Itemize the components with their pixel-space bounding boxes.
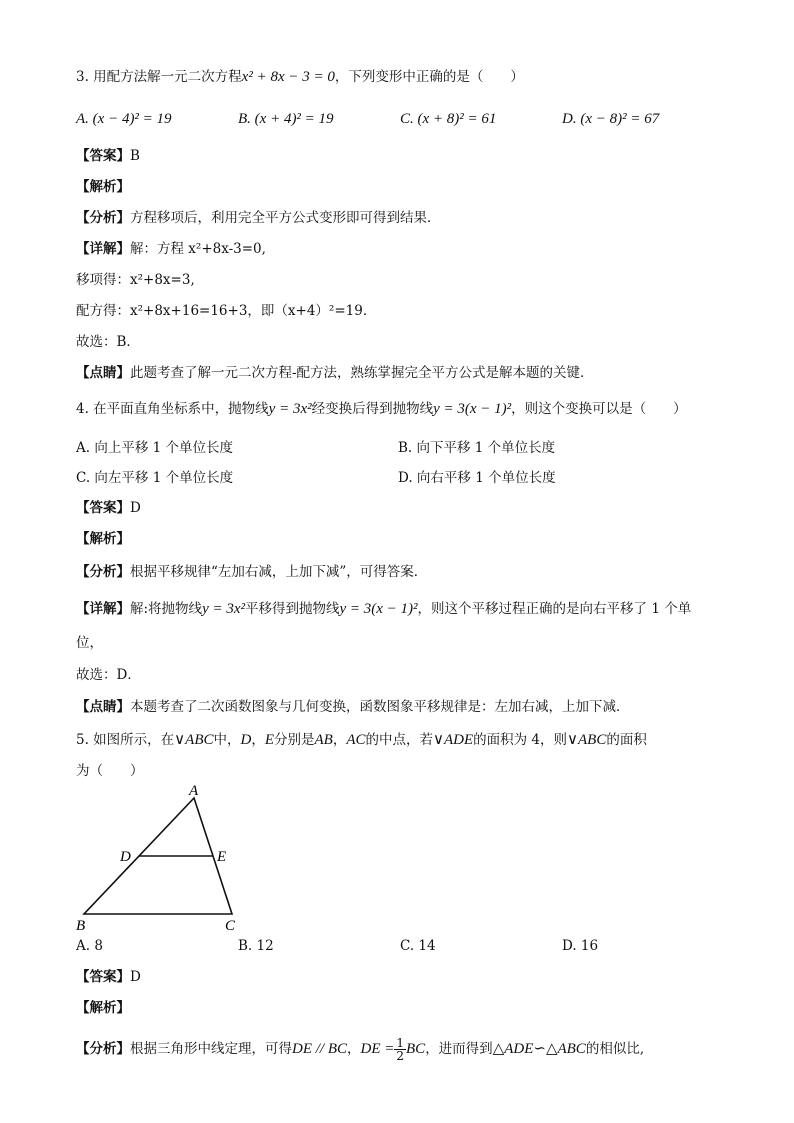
q3-equation: x² + 8x − 3 = 0 [241, 69, 335, 85]
q5-option-a: A. 8 [76, 938, 103, 954]
q4-fenxi: 【分析】根据平移规律“左加右减，上加下减”，可得答案． [76, 564, 428, 580]
q3-option-d: D. (x − 8)² = 67 [562, 111, 660, 127]
q4-stem: 4. 在平面直角坐标系中，抛物线y = 3x²经变换后得到抛物线y = 3(x − 1)²，则这个变换可以是（ ） [76, 401, 687, 417]
q5-stem: 5. 如图所示，在∨ABC中，D，E分别是AB，AC的中点，若∨ADE的面积为 4，则∨ABC的面积 [76, 732, 647, 748]
q4-choose: 故选：D． [76, 667, 141, 683]
q3-comment: 【点睛】此题考查了解一元二次方程-配方法，熟练掌握完全平方公式是解本题的关键． [76, 365, 594, 381]
fraction-one-half: $\frac{1}{2}$ [396, 1036, 405, 1063]
q3-analysis-tag: 【解析】 [76, 179, 130, 195]
q3-choose: 故选：B． [76, 334, 140, 350]
q4-detail: 【详解】解:将抛物线y = 3x²平移得到抛物线y = 3(x − 1)²，则这个平移过程正确的是向右平移了 1 个单 [76, 601, 692, 617]
q4-answer: 【答案】D [76, 500, 141, 516]
q3-stem: 3. 用配方法解一元二次方程x² + 8x − 3 = 0，下列变形中正确的是（ ） [76, 69, 524, 85]
q5-analysis-tag: 【解析】 [76, 1000, 130, 1016]
label-a: A [189, 783, 199, 799]
q4-comment: 【点睛】本题考查了二次函数图象与几何变换，函数图象平移规律是：左加右减，上加下减． [76, 699, 630, 715]
q5-fenxi: 【分析】根据三角形中线定理，可得DE // BC，DE = $\frac{1}{2}$ BC，进而得到△ADE∽△ABC的相似比, [76, 1036, 645, 1063]
q4-analysis-tag: 【解析】 [76, 531, 130, 547]
q5-option-c: C. 14 [400, 938, 436, 954]
q3-detail: 【详解】解：方程 x²+8x-3=0, [76, 241, 266, 257]
q3-fenxi: 【分析】方程移项后，利用完全平方公式变形即可得到结果． [76, 210, 441, 226]
q5-option-b: B. 12 [238, 938, 274, 954]
q3-option-a: A. (x − 4)² = 19 [76, 111, 172, 127]
q4-option-a: A. 向上平移 1 个单位长度 [76, 440, 234, 456]
q3-step2: 配方得：x²+8x+16=16+3，即（x+4）²=19． [76, 303, 377, 319]
q5-answer: 【答案】D [76, 969, 141, 985]
q4-detail-cont: 位， [76, 635, 103, 651]
q3-answer: 【答案】B [76, 148, 140, 164]
q5-stem-cont: 为（ ） [76, 763, 144, 779]
q3-option-b: B. (x + 4)² = 19 [238, 111, 334, 127]
label-e: E [217, 849, 227, 865]
q3-step1: 移项得：x²+8x=3, [76, 272, 195, 288]
label-c: C [225, 918, 236, 934]
q4-option-b: B. 向下平移 1 个单位长度 [398, 440, 556, 456]
q4-option-c: C. 向左平移 1 个单位长度 [76, 470, 234, 486]
triangle-figure [70, 780, 260, 940]
q5-option-d: D. 16 [562, 938, 599, 954]
q3-option-c: C. (x + 8)² = 61 [400, 111, 497, 127]
q4-option-d: D. 向右平移 1 个单位长度 [398, 470, 556, 486]
label-d: D [120, 849, 131, 865]
label-b: B [76, 918, 86, 934]
